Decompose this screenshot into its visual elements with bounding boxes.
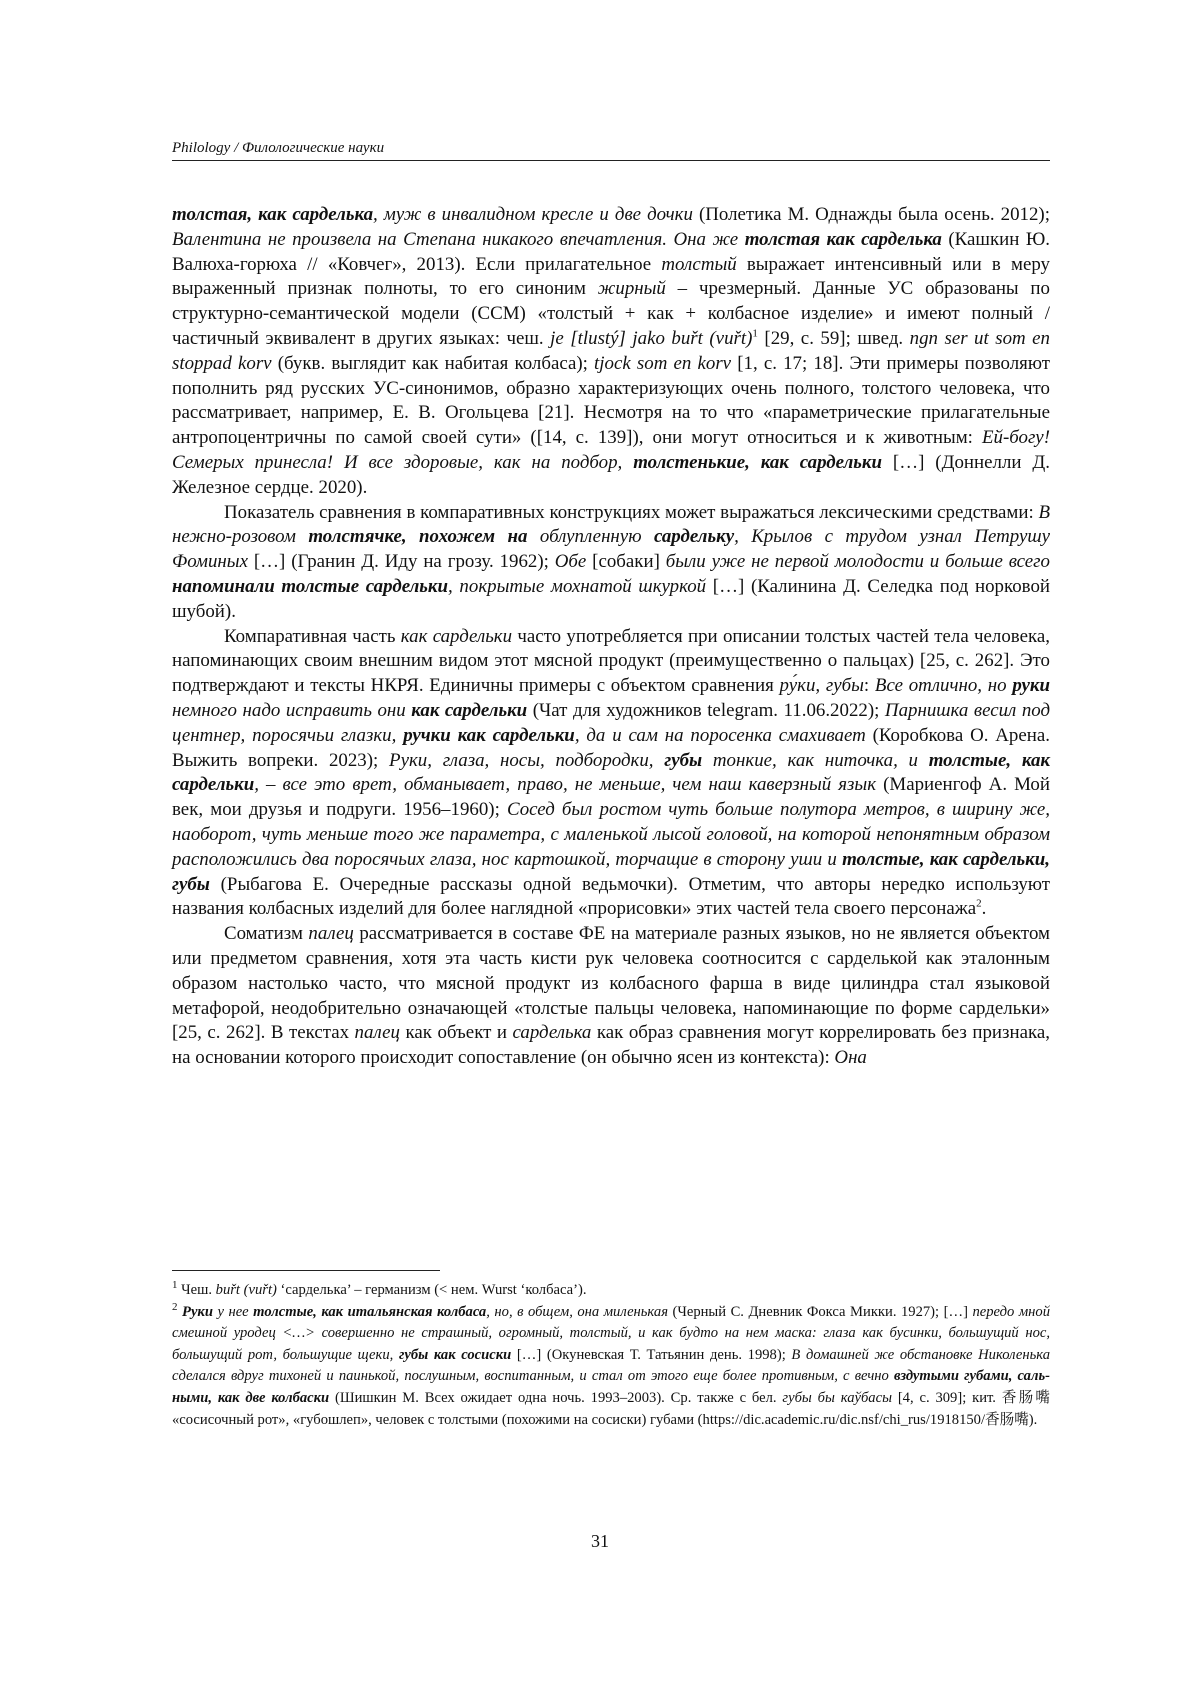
emphasis-run: облупленную [527,526,654,548]
text-run: (Кашкин Ю. Валюха-горюха // «Ковчег», 2013). Если прилагательное [172,228,1050,275]
text-run: часто употребляется при описании толстых частей тела человека, напоминающих своим внешним видом этот мясной продукт (преимущественно о пальцах) [25, с. 262]. Это подтверждают и тексты НКРЯ. Единичны примеры с объектом сравнения [172,625,1050,697]
emphasis-run: губы как сосиски [398,1346,512,1363]
text-run: [собаки] [586,551,666,573]
emphasis-run: палец [354,1022,400,1044]
emphasis-run: у нее [212,1303,254,1320]
emphasis-run: , но, в общем, она миленькая [486,1303,668,1320]
text-run: выражает интенсивный или в меру выраженный признак полноты, то его синоним [172,253,1050,300]
text-run: (Полетика М. Однажды была осень. 2012); [692,204,1050,225]
emphasis-run: толстые, как сардельки [172,749,1050,796]
text-run: […] (Доннелли Д. Железное сердце. 2020). [172,451,1050,498]
text-run: [4, с. 309]; кит. 香肠嘴 «сосисочный рот», «губошлеп», человек с толстыми (похожими на сосиски) губами (https://dic.academic.ru/dic.nsf/chi_rus/1918150/香肠嘴). [172,1389,1051,1428]
footnotes [172,1280,1050,1431]
emphasis-run: , Крылов с трудом узнал Петрушу Фоминых [172,526,1051,573]
text-run: (букв. выглядит как набитая колбаса); [271,352,595,374]
emphasis-run: Парнишка весил под центнер, поросячьи глазки, [172,699,1051,746]
emphasis-run: , муж в инвалидном кресле и две дочки [373,204,693,225]
running-head: Philology / Филологические науки [172,138,1050,161]
text-run: […] (Гранин Д. Иду на грозу. 1962); [247,551,555,573]
text-run: рассматривается в составе ФЕ на материале разных языков, но не является объектом или предметом сравнения, хотя эта часть кисти рук человека соотносится с сарделькой как эталонным образом настолько часто, что мясной продукт из колбасного фарша в виде цилиндра стал языковой метафорой, неодобрительно означающей «толстые пальцы человека, напоминающие по форме сардельки» [25, с. 262]. В текстах [172,923,1050,1044]
footnote [172,1280,1050,1302]
footnote [172,1302,1050,1432]
page-number: 31 [591,1531,609,1551]
emphasis-run: палец [308,923,354,945]
emphasis-run: Ей-богу! Семерых принесла! И все здоровые, как на подбор, [172,427,1050,473]
emphasis-run: сардельку [653,526,735,548]
paragraph [172,625,1050,923]
emphasis-run: ру́ки, губы [779,675,864,697]
text-run: […] (Окуневская Т. Татьянин день. 1998); [511,1346,792,1363]
emphasis-run: толстячке, похожем на [308,526,528,548]
text-run: – чрезмерный. Данные УС образованы по структурно-семантической модели (ССМ) «толстый + как + колбасное изделие» и имеют полный / частичный эквивалент в других языках: чеш. [172,278,1050,349]
emphasis-run: толстая как сарделька [744,228,942,250]
body-text [172,203,1050,1071]
emphasis-run: , покрытые мохнатой шкуркой [448,575,707,597]
emphasis-run: ngn ser ut som en stoppad korv [172,327,1051,374]
emphasis-run: толстый [661,253,737,275]
footnote-separator [172,1270,440,1271]
text-run: [1, с. 17; 18]. Эти примеры позволяют пополнить ряд русских УС-синонимов, образно характеризующих очень полного, толстого человека, что рассматривает, например, Е. В. Огольцева [21]. Несмотря на то что «параметрические прилагательные антропоцентричны по самой своей сути» ([14, с. 139]), они могут относиться и к животным: [172,352,1050,449]
emphasis-run: ручки как сардельки [403,724,575,746]
emphasis-run: tjock som en korv [594,352,732,374]
text-run: как образ сравнения могут коррелировать без признака, на основании которого происходит сопоставление (он обычно ясен из контекста): [172,1022,1050,1069]
emphasis-run: Обе [554,551,587,573]
paragraph [172,922,1050,1071]
emphasis-run: Руки [182,1303,213,1320]
text-run: (Черный С. Дневник Фокса Микки. 1927); […] [667,1303,973,1320]
paragraph [172,203,1050,501]
emphasis-run: немного надо исправить они [172,699,412,721]
footnote-marker[interactable]: 1 [172,1279,178,1292]
emphasis-run: , да и сам на поросенка смахивает [574,724,866,746]
text-run: Соматизм [224,923,309,945]
emphasis-run: сарделька [512,1022,592,1044]
emphasis-run: губы [664,749,703,771]
emphasis-run: жирный [597,278,666,300]
text-run: (Шишкин М. Всех ожидает одна ночь. 1993–2003). Ср. также с бел. [329,1389,783,1406]
footnote-marker[interactable]: 1 [752,327,758,340]
paragraph [172,501,1050,625]
emphasis-run: передо мной смешной уродец <…> совершенно не страшный, огромный, толстый, и как будто на нем маска: глаза как бусинки, большущий нос, большущий рот, большущие щеки, [172,1303,1050,1363]
text-run: […] (Калинина Д. Селедка под норковой шубой). [172,575,1051,622]
emphasis-run: je [tlustý] jako buřt (vuřt) [550,327,753,349]
text-run: (Рыбагова Е. Очередные рассказы одной ведьмочки). Отметим, что авторы нередко используют названия колбасных изделий для более наглядной «прорисовки» этих частей тела своего персонажа [172,873,1050,920]
text-run: Компаративная часть [224,625,401,647]
text-run: ‘сарделька’ – германизм (< нем. Wurst ‘колбаса’). [276,1282,587,1298]
text-run: (Мариенгоф А. Мой век, мои друзья и подруги. 1956–1960); [172,774,1050,821]
footnote-marker[interactable]: 2 [172,1300,178,1313]
emphasis-run: толстенькие, как сардельки [633,451,882,473]
emphasis-run: руки [1012,675,1050,697]
emphasis-run: Валентина не произвела на Степана никакого впечатления. Она же [172,228,745,250]
text-run: (Коробкова О. Арена. Выжить вопреки. 2023); [172,724,1050,771]
emphasis-run: губы бы каўбасы [782,1389,892,1406]
emphasis-run: buřt (vuřt) [215,1282,277,1298]
emphasis-run: толстые, как сардельки, губы [172,848,1050,895]
emphasis-run: тонкие, как ниточка, и [702,749,929,771]
emphasis-run: напоминали толстые сардельки [172,575,449,597]
emphasis-run: Все отлично, но [874,675,1013,697]
text-run: Показатель сравнения в компаративных конструкциях может выражаться лексическими средствами: [224,501,1039,523]
emphasis-run: В нежно-розовом [172,501,1050,548]
text-run: [29, с. 59]; швед. [757,327,910,349]
emphasis-run: Руки, глаза, носы, подбородки, [389,749,665,771]
footnote-marker[interactable]: 2 [976,898,982,911]
text-run: Чеш. [177,1282,216,1298]
text-run: : [863,675,875,697]
text-run: (Чат для художников telegram. 11.06.2022); [527,699,885,721]
emphasis-run: толстая, как сарделька [172,204,374,225]
emphasis-run: Она [834,1047,867,1069]
emphasis-run: Сосед был ростом чуть больше полутора метров, в ширину же, наоборот, чуть меньше того же параметра, с маленькой лысой головой, на которой непонятным образом расположились два поросячьих глаза, нос картошкой, торчащие в сторону уши и [172,799,1050,870]
emphasis-run: , – все это врет, обманывает, право, не меньше, чем наш каверзный язык [254,774,877,796]
emphasis-run: толстые, как итальянская колбаса [253,1303,487,1320]
emphasis-run: В домашней же обстановке Николенька сделался вдруг тихоней и паинькой, послушным, воспитанным, и стал от этого еще более противным, с вечно [172,1346,1050,1385]
emphasis-run: были уже не первой молодости и больше всего [665,551,1050,573]
emphasis-run: как сардельки [400,625,513,647]
text-run: . [981,898,987,920]
emphasis-run: как сардельки [411,699,528,721]
text-run: как объект и [399,1022,513,1044]
emphasis-run: вздутыми губами, сальными, как две колбаски [172,1368,1050,1406]
